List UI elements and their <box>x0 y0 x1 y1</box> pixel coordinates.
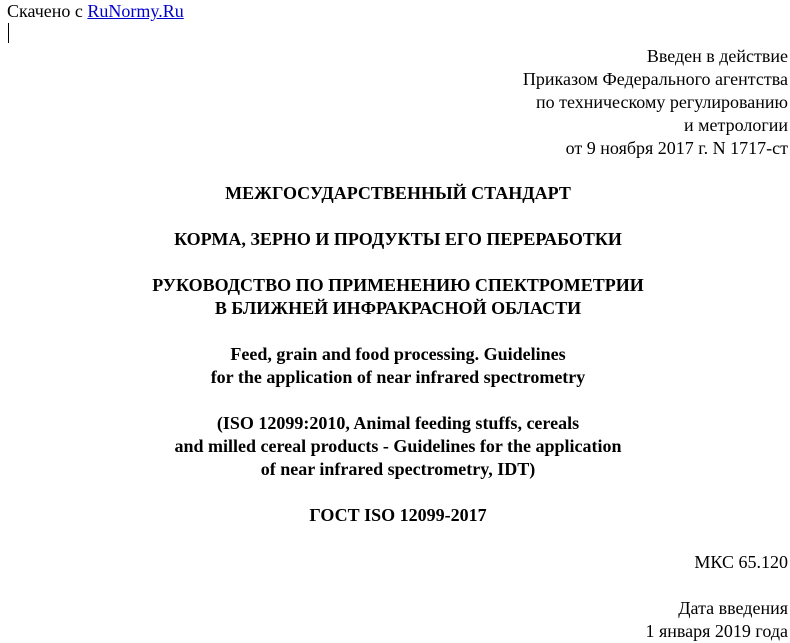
intro-date-label: Дата введения <box>678 598 788 618</box>
intro-date-value: 1 января 2019 года <box>645 621 788 641</box>
iso-reference <box>0 412 790 481</box>
title-en-line-1: Feed, grain and food processing. Guidelines <box>230 344 566 364</box>
iso-ref-line-1: (ISO 12099:2010, Animal feeding stuffs, cereals <box>216 413 580 433</box>
enactment-line-1: Введен в действие <box>646 46 788 66</box>
enactment-line-5: от 9 ноября 2017 г. N 1717-ст <box>565 138 788 158</box>
russian-title <box>0 228 790 251</box>
iso-ref-line-2: and milled cereal products - Guidelines for the application <box>174 436 622 456</box>
iso-ref-line-3: of near infrared spectrometry, IDT) <box>260 459 536 479</box>
english-title <box>0 343 790 389</box>
subtitle-ru-line-2: В БЛИЖНЕЙ ИНФРАКРАСНОЙ ОБЛАСТИ <box>214 298 582 318</box>
title-ru: КОРМА, ЗЕРНО И ПРОДУКТЫ ЕГО ПЕРЕРАБОТКИ <box>174 229 622 249</box>
runormy-link[interactable]: RuNormy.Ru <box>87 1 184 21</box>
gost-designation <box>0 504 790 527</box>
gost-code: ГОСТ ISO 12099-2017 <box>309 505 487 525</box>
enactment-note <box>523 45 788 160</box>
standard-type-heading <box>0 182 790 205</box>
enactment-line-4: и метрологии <box>684 115 788 135</box>
download-source-line <box>7 1 184 21</box>
title-en-line-2: for the application of near infrared spectrometry <box>210 367 586 387</box>
subtitle-ru-line-1: РУКОВОДСТВО ПО ПРИМЕНЕНИЮ СПЕКТРОМЕТРИИ <box>152 275 644 295</box>
enactment-line-2: Приказом Федерального агентства <box>522 69 788 89</box>
enactment-line-3: по техническому регулированию <box>535 92 788 112</box>
standard-type: МЕЖГОСУДАРСТВЕННЫЙ СТАНДАРТ <box>225 183 571 203</box>
download-prefix: Скачено с <box>7 1 88 21</box>
text-cursor <box>8 23 9 43</box>
russian-subtitle <box>0 274 790 320</box>
mks-code: МКС 65.120 <box>694 552 788 572</box>
